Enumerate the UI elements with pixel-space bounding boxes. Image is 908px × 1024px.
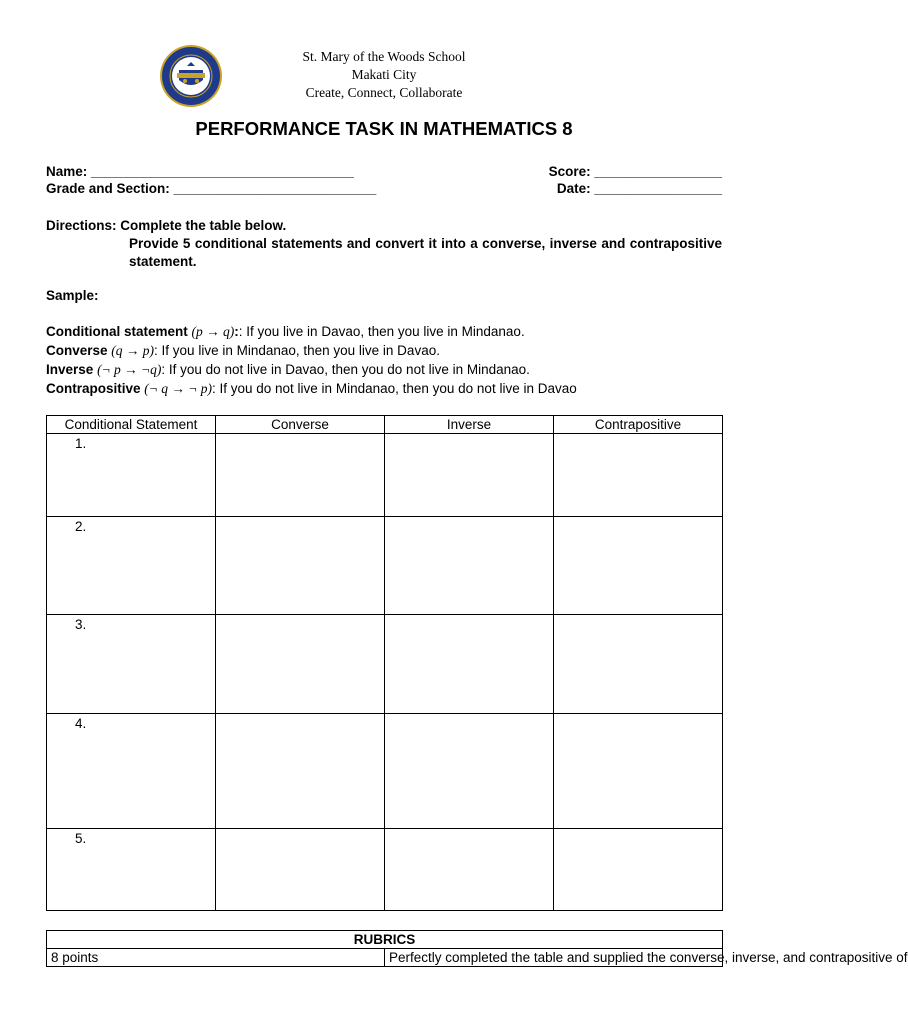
table-row bbox=[47, 949, 723, 967]
directions bbox=[46, 217, 722, 271]
example-text: : If you live in Davao, then you live in Mindanao. bbox=[238, 324, 525, 339]
cell-inverse[interactable] bbox=[385, 714, 554, 829]
example-symbol: (p → q) bbox=[191, 324, 235, 339]
table-row bbox=[47, 517, 723, 615]
example-symbol: (¬ p → ¬q) bbox=[97, 362, 162, 377]
example-symbol: (q → p) bbox=[111, 343, 155, 358]
sample-examples bbox=[46, 322, 736, 398]
example-contrapositive bbox=[46, 379, 736, 398]
example-text: : If you live in Mindanao, then you live in Davao. bbox=[154, 343, 440, 358]
cell-conditional[interactable] bbox=[47, 615, 216, 714]
header-inverse: Inverse bbox=[385, 416, 554, 434]
header-contrapositive: Contrapositive bbox=[554, 416, 723, 434]
header-conditional: Conditional Statement bbox=[47, 416, 216, 434]
directions-line1: Complete the table below. bbox=[120, 218, 287, 233]
date-field[interactable]: Date: _________________ bbox=[556, 181, 722, 196]
header-converse: Converse bbox=[216, 416, 385, 434]
cell-converse[interactable] bbox=[216, 517, 385, 615]
example-inverse bbox=[46, 360, 736, 379]
school-name: St. Mary of the Woods School bbox=[302, 49, 466, 64]
name-field[interactable]: Name: ___________________________________ bbox=[46, 164, 354, 179]
table-row bbox=[47, 615, 723, 714]
cell-inverse[interactable] bbox=[385, 517, 554, 615]
example-text: : If you do not live in Davao, then you do not live in Mindanao. bbox=[161, 362, 530, 377]
rubric-description: Perfectly completed the table and supplied the converse, inverse, and contrapositive of bbox=[385, 949, 723, 967]
example-term: Converse bbox=[46, 343, 108, 358]
example-term: Conditional statement bbox=[46, 324, 188, 339]
row-number: 4. bbox=[75, 716, 87, 731]
directions-label: Directions: bbox=[46, 218, 117, 233]
cell-conditional[interactable] bbox=[47, 714, 216, 829]
directions-line2: Provide 5 conditional statements and convert it into a converse, inverse and contrapositive statement. bbox=[129, 236, 722, 269]
row-number: 5. bbox=[75, 831, 87, 846]
cell-contrapositive[interactable] bbox=[554, 517, 723, 615]
example-text: : If you do not live in Mindanao, then you do not live in Davao bbox=[212, 381, 577, 396]
school-motto: Create, Connect, Collaborate bbox=[305, 85, 463, 100]
example-term: Contrapositive bbox=[46, 381, 141, 396]
table-row bbox=[47, 829, 723, 911]
score-field[interactable]: Score: _________________ bbox=[548, 164, 722, 179]
row-number: 2. bbox=[75, 519, 87, 534]
cell-converse[interactable] bbox=[216, 434, 385, 517]
table-header-row bbox=[47, 416, 723, 434]
rubric-points: 8 points bbox=[47, 949, 385, 967]
student-info bbox=[46, 163, 722, 197]
example-term: Inverse bbox=[46, 362, 94, 377]
school-header bbox=[230, 48, 538, 102]
cell-contrapositive[interactable] bbox=[554, 829, 723, 911]
cell-conditional[interactable] bbox=[47, 517, 216, 615]
rubrics-table bbox=[46, 930, 908, 967]
sample-label: Sample: bbox=[46, 288, 99, 303]
cell-conditional[interactable] bbox=[47, 434, 216, 517]
statements-table bbox=[46, 415, 723, 911]
cell-inverse[interactable] bbox=[385, 829, 554, 911]
cell-conditional[interactable] bbox=[47, 829, 216, 911]
cell-inverse[interactable] bbox=[385, 615, 554, 714]
example-converse bbox=[46, 341, 736, 360]
table-row bbox=[47, 434, 723, 517]
school-location: Makati City bbox=[351, 67, 417, 82]
cell-contrapositive[interactable] bbox=[554, 615, 723, 714]
cell-inverse[interactable] bbox=[385, 434, 554, 517]
cell-contrapositive[interactable] bbox=[554, 714, 723, 829]
example-symbol: (¬ q → ¬ p) bbox=[144, 381, 212, 396]
table-row bbox=[47, 714, 723, 829]
example-conditional: Conditional statement (p → q):: If you live in Davao, then you live in Mindanao. bbox=[46, 324, 525, 339]
page-title: PERFORMANCE TASK IN MATHEMATICS 8 bbox=[195, 118, 573, 139]
cell-contrapositive[interactable] bbox=[554, 434, 723, 517]
rubrics-title: RUBRICS bbox=[47, 931, 723, 949]
grade-section-field[interactable]: Grade and Section: ___________________________ bbox=[46, 181, 377, 196]
cell-converse[interactable] bbox=[216, 615, 385, 714]
school-logo bbox=[159, 44, 223, 108]
row-number: 1. bbox=[75, 436, 87, 451]
cell-converse[interactable] bbox=[216, 829, 385, 911]
cell-converse[interactable] bbox=[216, 714, 385, 829]
row-number: 3. bbox=[75, 617, 87, 632]
